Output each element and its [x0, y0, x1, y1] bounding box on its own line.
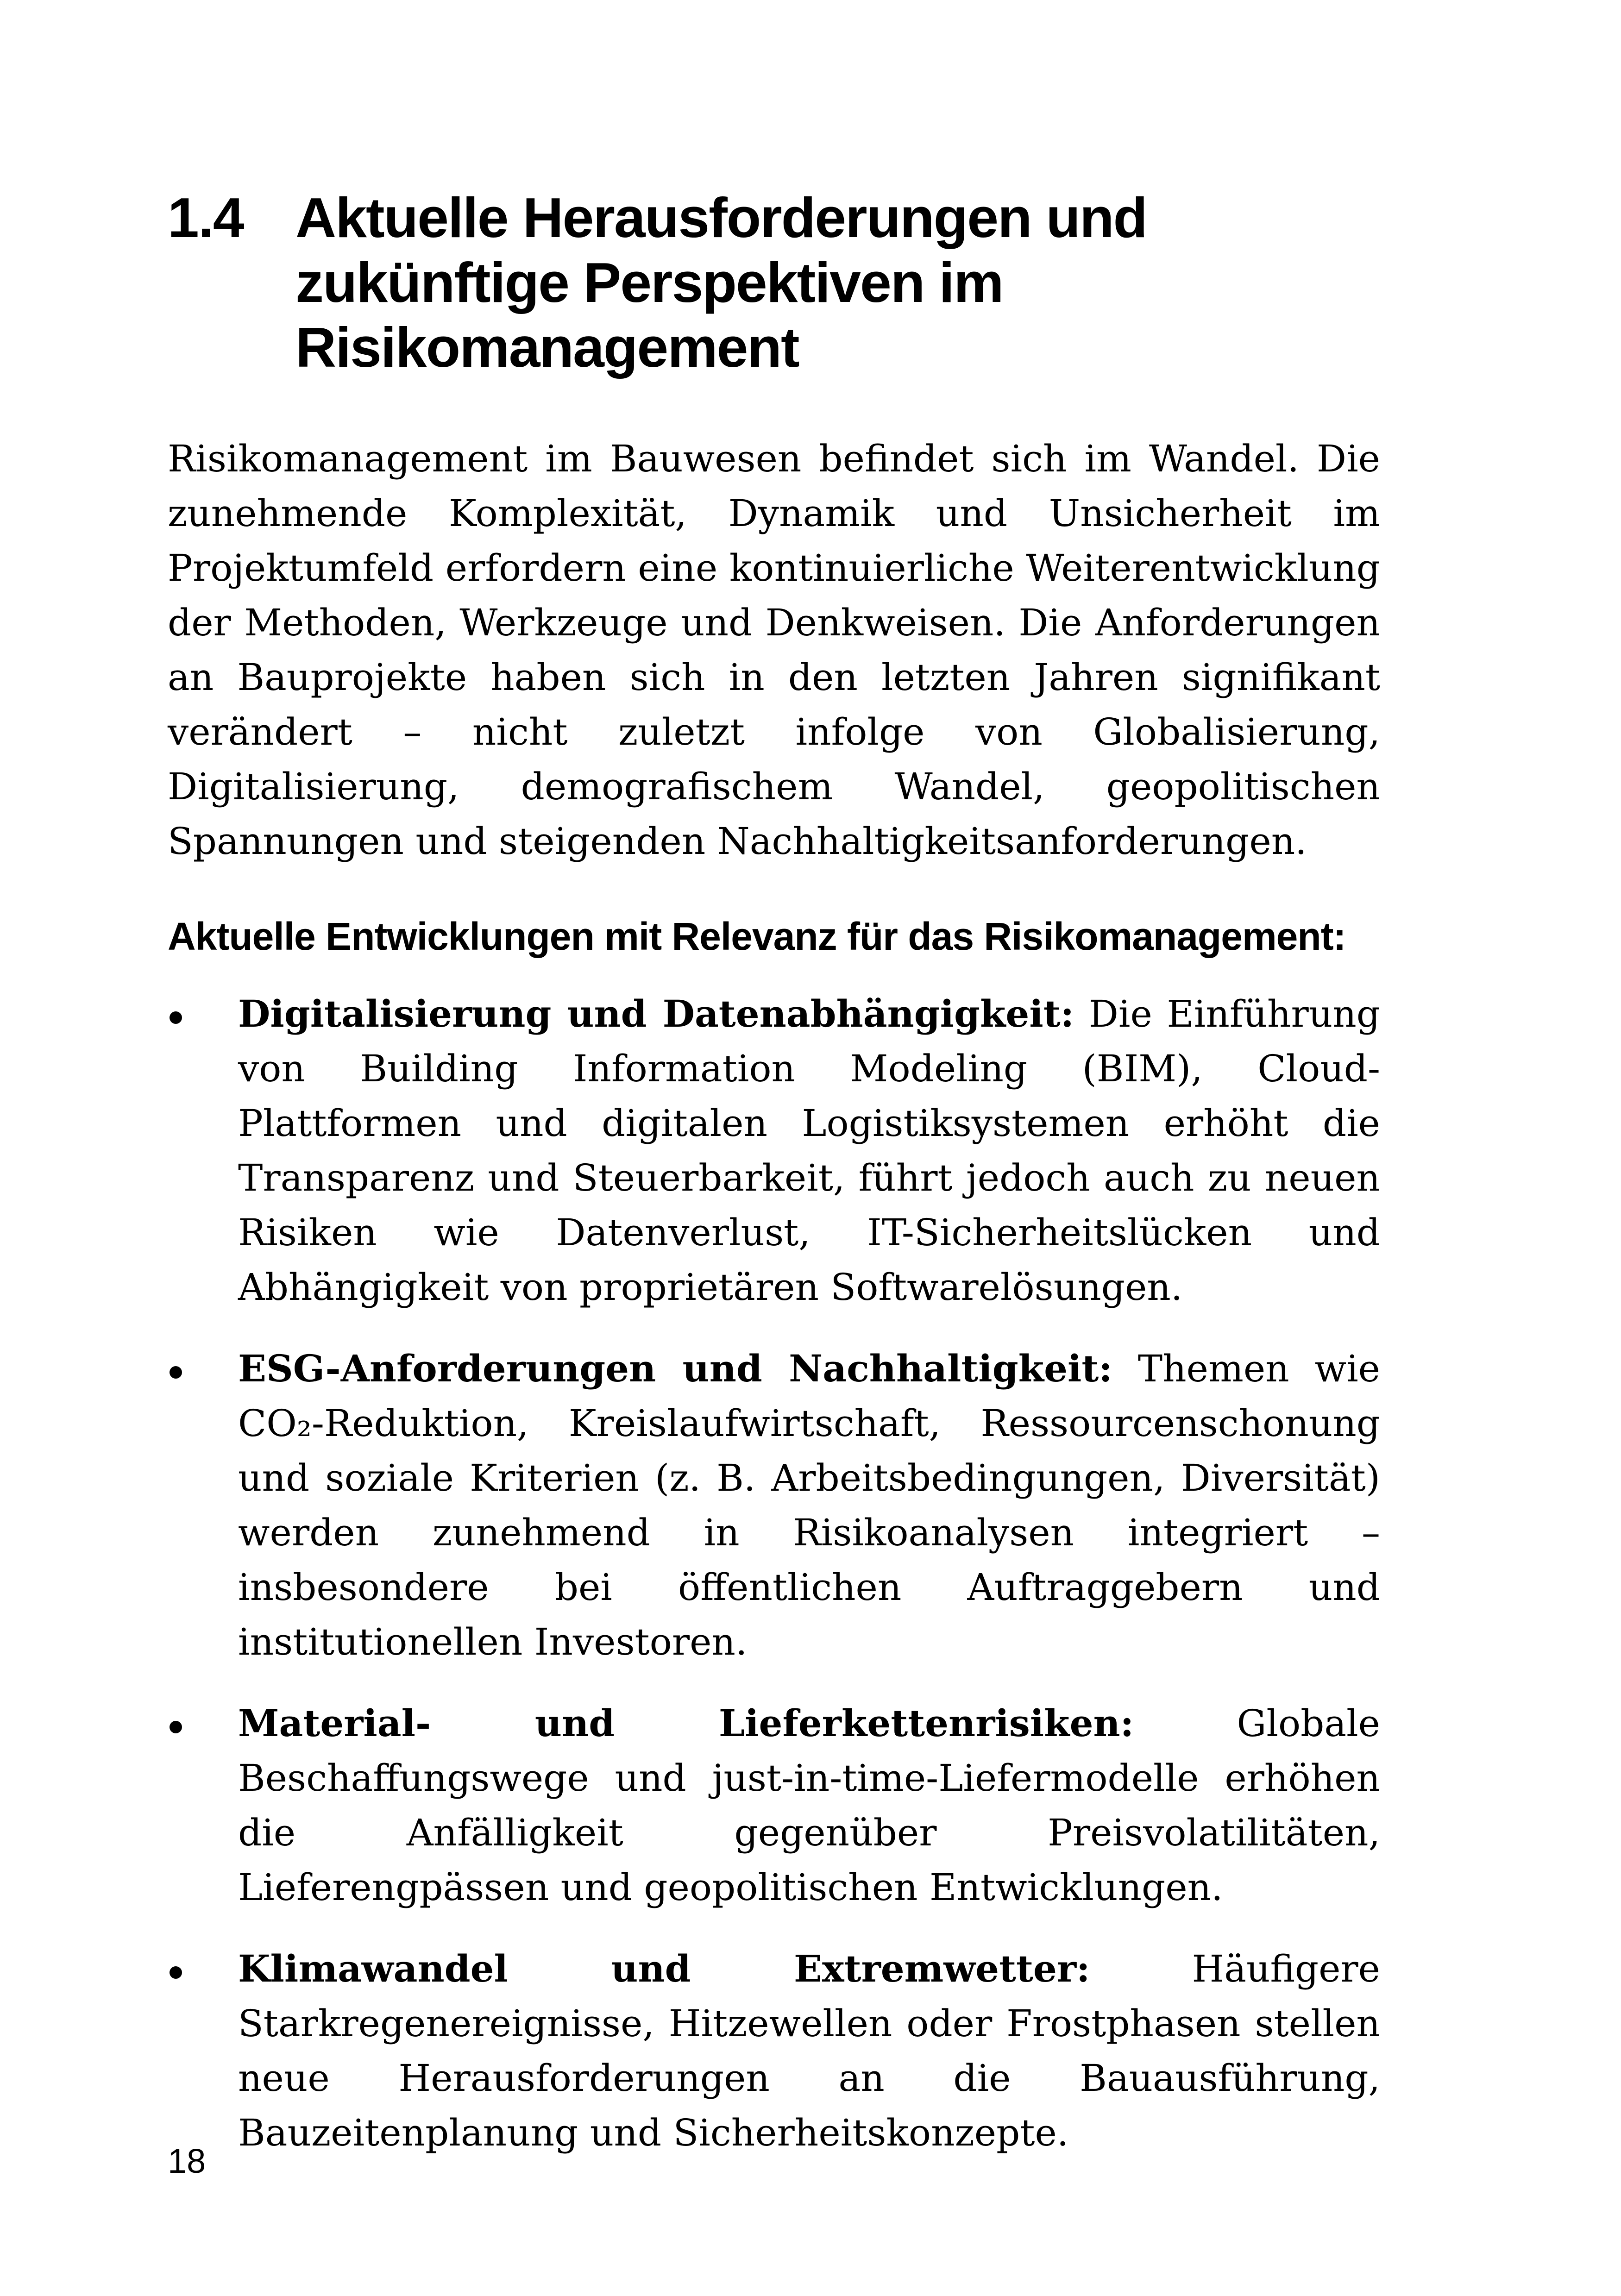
- list-item: [168, 1341, 1380, 1669]
- bullet-list: [168, 986, 1380, 2160]
- bullet-icon: [170, 1366, 182, 1379]
- bullet-body: Themen wie CO₂-Reduktion, Kreislaufwirtschaft, Ressourcenschonung und soziale Kriterien (z. B. Arbeitsbedingungen, Diversität) werden zunehmend in Risikoanalysen integriert – insbesondere bei öffentlichen Auftraggebern und institutionellen Investoren.: [238, 1347, 1381, 1663]
- bullet-body: Die Einführung von Building Information Modeling (BIM), Cloud-Plattformen und digitalen Logistiksystemen erhöht die Transparenz und Steuerbarkeit, führt jedoch auch zu neuen Risiken wie Datenverlust, IT-Sicherheitslücken und Abhängigkeit von proprietären Softwarelösungen.: [238, 992, 1380, 1309]
- intro-paragraph: Risikomanagement im Bauwesen befindet sich im Wandel. Die zunehmende Komplexität, Dynamik und Unsicherheit im Projektumfeld erfordern eine kontinuierliche Weiterentwicklung der Methoden, Werkzeuge und Denkweisen. Die Anforderungen an Bauprojekte haben sich in den letzten Jahren signifikant verändert – nicht zuletzt infolge von Globalisierung, Digitalisierung, demografischem Wandel, geopolitischen Spannungen und steigenden Nachhaltigkeitsanforderungen.: [168, 437, 1380, 863]
- bullet-icon: [170, 1966, 182, 1979]
- bullet-lead: Material- und Lieferkettenrisiken:: [238, 1701, 1134, 1745]
- list-item: [168, 1941, 1380, 2160]
- section-heading: [168, 185, 1380, 380]
- bullet-body: Globale Beschaffungswege und just-in-time-Liefermodelle erhöhen die Anfälligkeit gegenüber Preisvolatilitäten, Lieferengpässen und geopolitischen Entwicklungen.: [238, 1702, 1380, 1909]
- bullet-lead: ESG-Anforderungen und Nachhaltigkeit:: [238, 1347, 1112, 1390]
- bullet-icon: [170, 1721, 182, 1733]
- list-item: [168, 1696, 1380, 1915]
- section-number: 1.4: [168, 186, 244, 249]
- list-item: [168, 986, 1380, 1315]
- section-title: Aktuelle Herausforderungen und zukünftige Perspektiven im Risikomanagement: [295, 186, 1147, 379]
- bullet-lead: Klimawandel und Extremwetter:: [238, 1947, 1090, 1990]
- bullet-body: Häufigere Starkregenereignisse, Hitzewellen oder Frostphasen stellen neue Herausforderungen an die Bauausführung, Bauzeitenplanung und Sicherheitskonzepte.: [238, 1947, 1380, 2154]
- subheading: Aktuelle Entwicklungen mit Relevanz für das Risikomanagement:: [168, 915, 1346, 958]
- page-number: 18: [168, 2142, 206, 2180]
- bullet-lead: Digitalisierung und Datenabhängigkeit:: [238, 992, 1074, 1035]
- bullet-icon: [170, 1011, 182, 1024]
- page-content: [168, 185, 1380, 2187]
